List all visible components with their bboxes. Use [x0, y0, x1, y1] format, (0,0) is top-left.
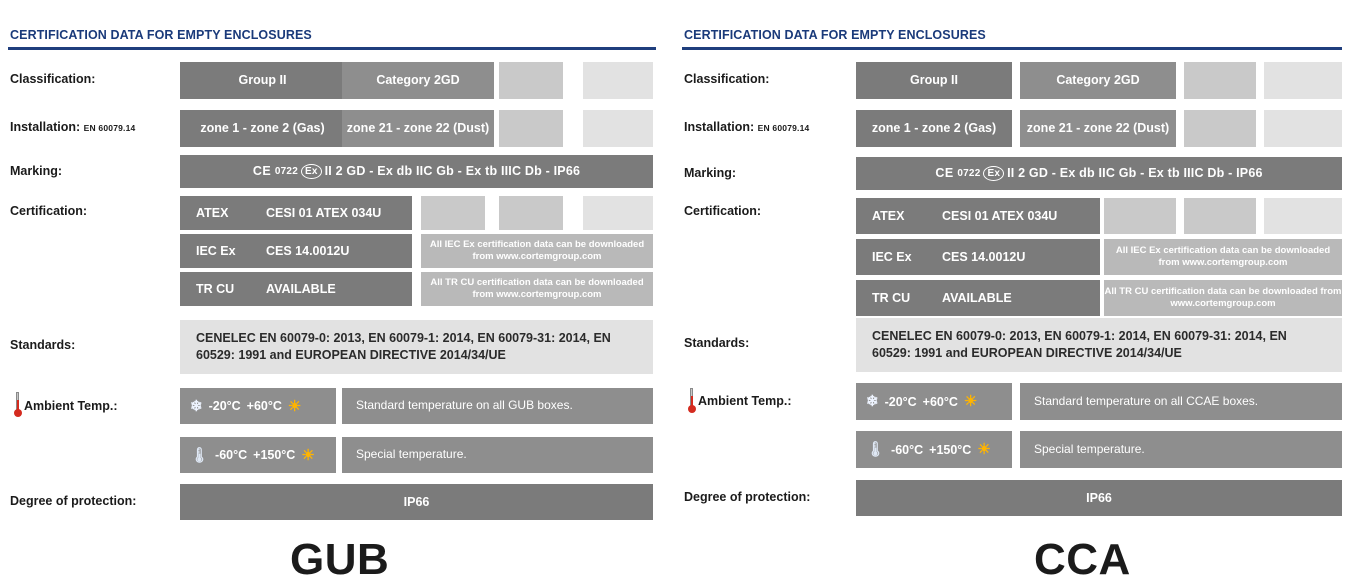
label-ambient-temp-gub: Ambient Temp.: — [24, 399, 118, 413]
label-marking-gub: Marking: — [10, 164, 63, 178]
certification-atex-scheme-cca: ATEX — [872, 209, 905, 223]
installation-gas-cca: zone 1 - zone 2 (Gas) — [856, 110, 1012, 147]
certification-trcu-scheme-gub: TR CU — [196, 282, 235, 296]
certification-blank-1-gub — [421, 196, 485, 230]
certification-atex-value-gub: CESI 01 ATEX 034U — [266, 206, 382, 220]
marking-value-cca — [856, 157, 1342, 190]
label-classification-gub: Classification: — [10, 72, 96, 86]
certification-trcu-value-cca: AVAILABLE — [942, 291, 1012, 305]
certification-blank-3-gub — [583, 196, 653, 230]
temp-range-special-gub — [180, 437, 336, 473]
certification-blank-1-cca — [1104, 198, 1176, 234]
thermometer-icon-gub — [14, 392, 22, 418]
marking-text-gub: II 2 GD - Ex db IIC Gb - Ex tb IIIC Db - IP66 — [324, 164, 581, 179]
page-title-gub: CERTIFICATION DATA FOR EMPTY ENCLOSURES — [10, 28, 312, 42]
temp-note-standard-gub: Standard temperature on all GUB boxes. — [342, 388, 653, 424]
label-standards-gub: Standards: — [10, 338, 76, 352]
certification-trcu-scheme-cca: TR CU — [872, 291, 911, 305]
panel-gub — [8, 0, 668, 587]
temp-min-standard-cca: -20°C — [884, 394, 917, 409]
label-installation-standard-gub: EN 60079.14 — [83, 123, 136, 133]
sun-icon-gub: ☀ — [287, 397, 302, 415]
temp-max-standard-gub: +60°C — [246, 399, 282, 413]
thermometer-glyph-cca: 🌡 — [866, 441, 886, 458]
certification-iecex-cca — [856, 239, 1100, 275]
ex-icon-cca: Ex — [983, 166, 1004, 181]
page-title-cca: CERTIFICATION DATA FOR EMPTY ENCLOSURES — [684, 28, 986, 42]
certification-iecex-scheme-gub: IEC Ex — [196, 244, 236, 258]
label-ambient-temp-cca: Ambient Temp.: — [698, 394, 792, 408]
certification-trcu-note-gub: All TR CU certification data can be downloaded from www.cortemgroup.com — [421, 272, 653, 306]
certification-atex-gub — [180, 196, 412, 230]
snowflake-icon-cca: ❄ — [866, 393, 879, 410]
classification-blank-1-cca — [1184, 62, 1256, 99]
label-protection-cca: Degree of protection: — [684, 490, 811, 504]
classification-category-cca: Category 2GD — [1020, 62, 1176, 99]
temp-range-standard-cca — [856, 383, 1012, 420]
certification-trcu-note-cca: All TR CU certification data can be downloaded from www.cortemgroup.com — [1104, 280, 1342, 316]
label-marking-cca: Marking: — [684, 166, 737, 180]
protection-value-cca: IP66 — [856, 480, 1342, 516]
installation-blank-1-cca — [1184, 110, 1256, 147]
certification-trcu-value-gub: AVAILABLE — [266, 282, 336, 296]
brand-name-cca: CCA — [1034, 535, 1131, 584]
label-installation-cca: Installation: EN 60079.14 — [684, 120, 810, 134]
certification-atex-scheme-gub: ATEX — [196, 206, 229, 220]
temp-max-special-gub: +150°C — [253, 448, 296, 462]
temp-note-special-gub: Special temperature. — [342, 437, 653, 473]
classification-category-gub: Category 2GD — [342, 62, 494, 99]
ex-icon: Ex — [301, 164, 322, 179]
certification-atex-value-cca: CESI 01 ATEX 034U — [942, 209, 1058, 223]
certification-iecex-scheme-cca: IEC Ex — [872, 250, 912, 264]
marking-value-gub — [180, 155, 653, 188]
title-divider-gub — [8, 47, 656, 50]
standards-value-cca: CENELEC EN 60079-0: 2013, EN 60079-1: 2014, EN 60079-31: 2014, EN 60529: 1991 and EUROPEAN DIRECTIVE 2014/34/UE — [856, 318, 1342, 372]
temp-range-special-cca — [856, 431, 1012, 468]
thermometer-glyph-gub: 🌡 — [190, 446, 210, 464]
certification-blank-3-cca — [1264, 198, 1342, 234]
label-certification-gub: Certification: — [10, 204, 88, 218]
temp-max-standard-cca: +60°C — [922, 394, 958, 409]
sun-icon-special-gub: ☀ — [301, 446, 315, 464]
certification-blank-2-gub — [499, 196, 563, 230]
temp-note-special-cca: Special temperature. — [1020, 431, 1342, 468]
installation-blank-2-cca — [1264, 110, 1342, 147]
installation-blank-1-gub — [499, 110, 563, 147]
classification-group-gub: Group II — [180, 62, 345, 99]
notified-body-number-cca: 0722 — [957, 167, 981, 179]
thermometer-icon-cca — [688, 388, 696, 414]
label-installation-gub: Installation: EN 60079.14 — [10, 120, 136, 134]
temp-range-standard-gub — [180, 388, 336, 424]
certification-iecex-value-gub: CES 14.0012U — [266, 244, 350, 258]
classification-blank-2-cca — [1264, 62, 1342, 99]
temp-min-standard-gub: -20°C — [208, 399, 241, 413]
sun-icon-cca: ☀ — [963, 393, 978, 410]
brand-name-gub: GUB — [290, 535, 390, 584]
temp-min-special-cca: -60°C — [891, 442, 924, 457]
snowflake-icon-gub: ❄ — [190, 397, 203, 415]
temp-note-standard-cca: Standard temperature on all CCAE boxes. — [1020, 383, 1342, 420]
ce-icon: CE — [252, 164, 272, 179]
label-classification-cca: Classification: — [684, 72, 770, 86]
certification-trcu-cca — [856, 280, 1100, 316]
ce-icon-cca: CE — [935, 166, 954, 181]
certification-iecex-note-cca: All IEC Ex certification data can be downloaded from www.cortemgroup.com — [1104, 239, 1342, 275]
temp-min-special-gub: -60°C — [215, 448, 248, 462]
panel-cca — [682, 0, 1342, 587]
classification-group-cca: Group II — [856, 62, 1012, 99]
certification-trcu-gub — [180, 272, 412, 306]
classification-blank-2-gub — [583, 62, 653, 99]
standards-value-gub: CENELEC EN 60079-0: 2013, EN 60079-1: 2014, EN 60079-31: 2014, EN 60529: 1991 and EUROPEAN DIRECTIVE 2014/34/UE — [180, 320, 653, 374]
certification-iecex-gub — [180, 234, 412, 268]
label-certification-cca: Certification: — [684, 204, 762, 218]
title-divider-cca — [682, 47, 1342, 50]
marking-text-cca: II 2 GD - Ex db IIC Gb - Ex tb IIIC Db - IP66 — [1007, 166, 1263, 181]
installation-dust-cca: zone 21 - zone 22 (Dust) — [1020, 110, 1176, 147]
protection-value-gub: IP66 — [180, 484, 653, 520]
certification-blank-2-cca — [1184, 198, 1256, 234]
certification-atex-cca — [856, 198, 1100, 234]
sun-icon-special-cca: ☀ — [977, 441, 991, 458]
label-standards-cca: Standards: — [684, 336, 750, 350]
classification-blank-1-gub — [499, 62, 563, 99]
certification-iecex-note-gub: All IEC Ex certification data can be downloaded from www.cortemgroup.com — [421, 234, 653, 268]
installation-gas-gub: zone 1 - zone 2 (Gas) — [180, 110, 345, 147]
label-protection-gub: Degree of protection: — [10, 494, 137, 508]
label-installation-standard-cca: EN 60079.14 — [757, 123, 810, 133]
notified-body-number-gub: 0722 — [274, 165, 298, 177]
installation-blank-2-gub — [583, 110, 653, 147]
installation-dust-gub: zone 21 - zone 22 (Dust) — [342, 110, 494, 147]
certification-iecex-value-cca: CES 14.0012U — [942, 250, 1026, 264]
temp-max-special-cca: +150°C — [929, 442, 972, 457]
